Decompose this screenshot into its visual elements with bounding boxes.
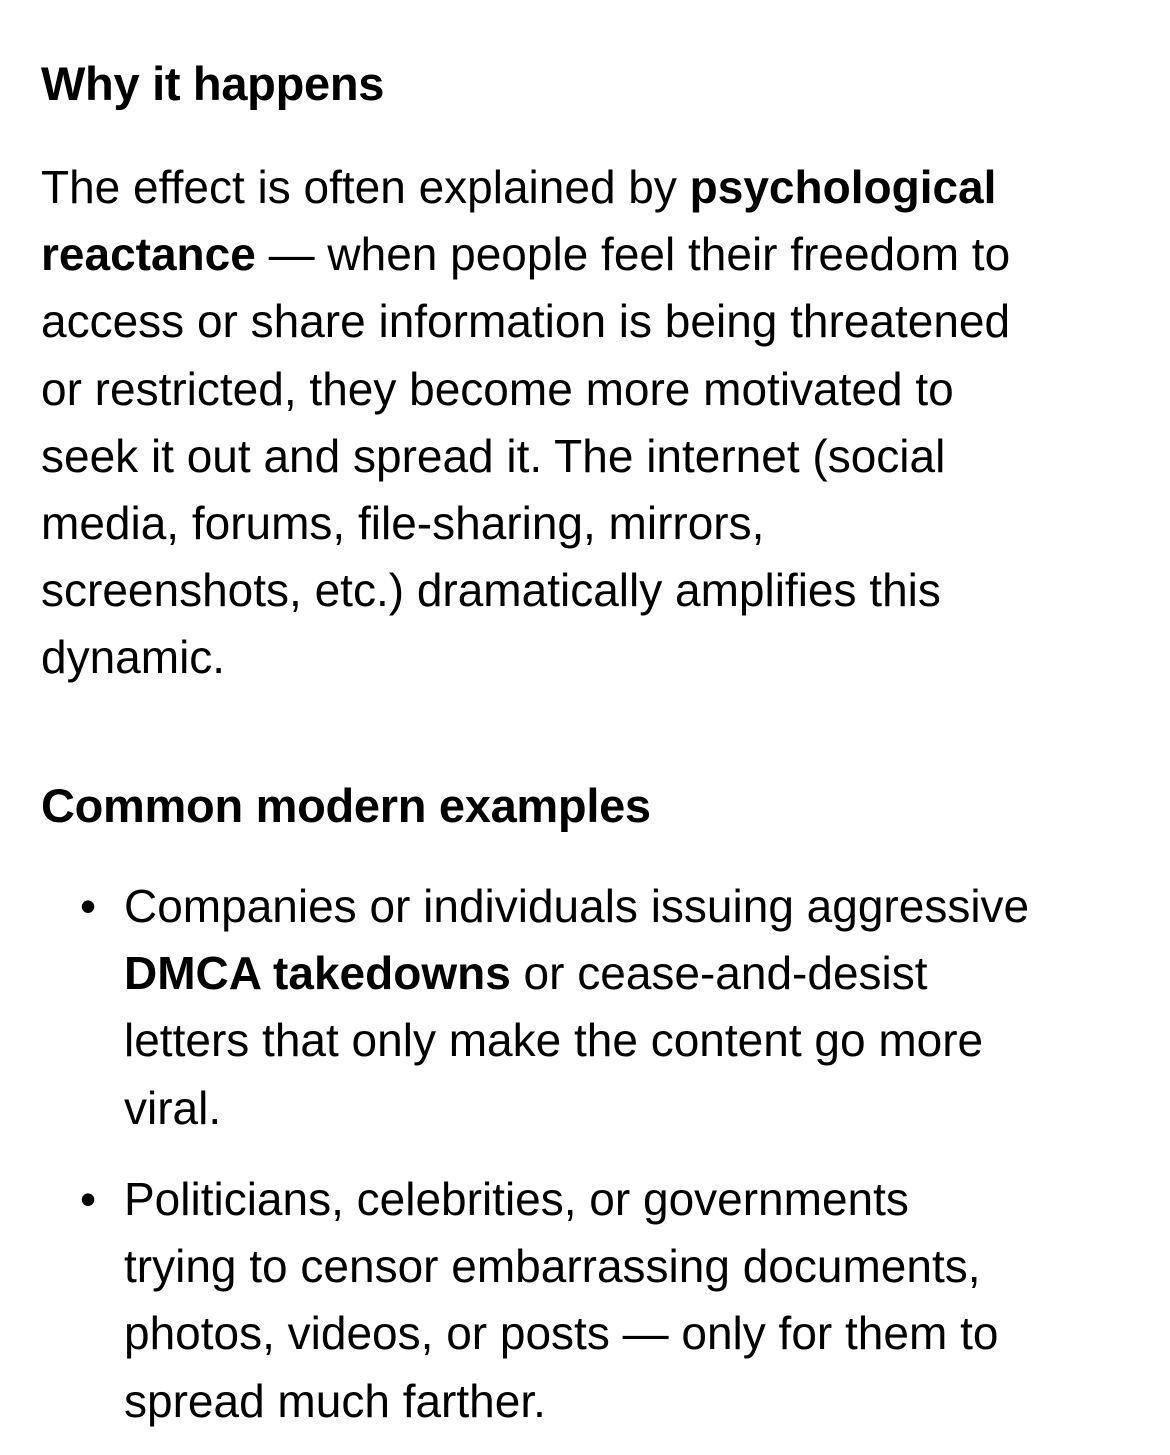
paragraph-line xyxy=(41,154,1141,221)
list-item-line: Companies or individuals issuing aggressive xyxy=(124,880,1030,932)
list-item-line: spread much farther. xyxy=(124,1374,546,1427)
paragraph-line xyxy=(41,221,1141,288)
bold-term: DMCA takedowns xyxy=(124,947,511,1000)
paragraph-line: seek it out and spread it. The internet (social xyxy=(41,429,946,482)
section-heading-common-modern-examples: Common modern examples xyxy=(41,779,651,832)
list-item-line: letters that only make the content go more xyxy=(124,1014,984,1067)
bold-term: reactance xyxy=(41,228,256,281)
paragraph-line: dynamic. xyxy=(41,631,226,684)
paragraph-text: — when people feel their freedom to xyxy=(255,228,1011,281)
bullet-icon: • xyxy=(80,1173,97,1225)
list-item-line: trying to censor embarrassing documents, xyxy=(124,1240,981,1293)
bold-term: psychological xyxy=(689,161,997,213)
paragraph-line: access or share information is being threatened xyxy=(41,295,1011,348)
paragraph-line: media, forums, file-sharing, mirrors, xyxy=(41,497,765,550)
section-heading-why-it-happens: Why it happens xyxy=(41,57,385,110)
list-item-line xyxy=(124,940,1154,1007)
bullet-icon: • xyxy=(80,880,97,932)
list-item-text-span: or cease-and-desist xyxy=(510,947,928,1000)
list-item-line: viral. xyxy=(124,1081,222,1134)
paragraph-line: or restricted, they become more motivated to xyxy=(41,362,954,415)
list-item-line: Politicians, celebrities, or governments xyxy=(124,1173,909,1225)
paragraph-line: screenshots, etc.) dramatically amplifies this xyxy=(41,564,941,617)
list-item-line: photos, videos, or posts — only for them to xyxy=(124,1307,999,1360)
explanation-paragraph xyxy=(41,154,1141,692)
list-item-text xyxy=(124,1166,1154,1435)
list-item-text xyxy=(124,873,1154,1142)
paragraph-text: The effect is often explained by xyxy=(41,161,690,213)
